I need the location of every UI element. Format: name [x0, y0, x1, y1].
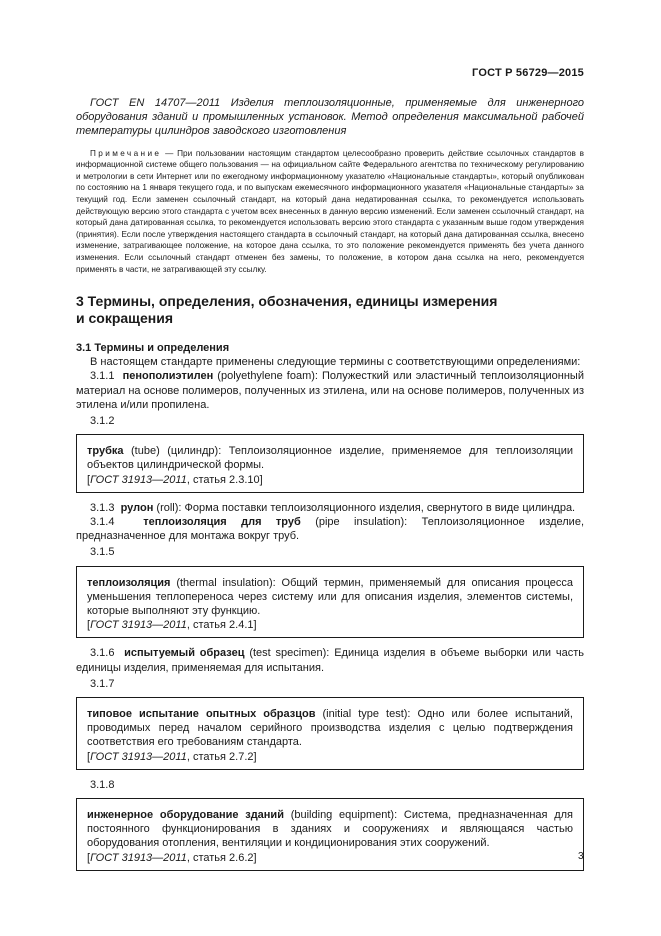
- term-number: 3.1.1: [90, 370, 115, 383]
- term-definition: Общий термин, применяемый для описания процесса уменьшения теплопереноса через систему или для описания изделия, элементов системы, которые выполняют эту функцию.: [87, 576, 573, 617]
- term-3-1-1: [76, 369, 584, 412]
- term-english: (building equipment):: [290, 809, 398, 822]
- source-article: , статья 2.6.2]: [186, 851, 257, 864]
- term-number: 3.1.6: [90, 647, 115, 660]
- term-name: трубка: [87, 445, 124, 458]
- section-3-title-line1: 3 Термины, определения, обозначения, единицы измерения: [76, 293, 498, 310]
- term-name: рулон: [120, 501, 154, 514]
- section-3-title-line2: и сокращения: [76, 310, 174, 327]
- term-3-1-2: [87, 444, 573, 472]
- term-number: 3.1.3: [90, 501, 115, 514]
- term-name: теплоизоляция: [87, 576, 171, 589]
- page-number: 3: [578, 851, 584, 862]
- section-3-title: [76, 293, 584, 327]
- term-number-3-1-7: 3.1.7: [90, 677, 115, 690]
- note-label: Примечание: [90, 148, 162, 158]
- term-number: 3.1.4: [90, 515, 115, 528]
- term-english: (thermal insulation):: [176, 576, 276, 589]
- source-open-bracket: [: [87, 750, 91, 763]
- term-definition: Форма поставки теплоизоляционного изделия, свернутого в виде цилиндра.: [184, 501, 576, 514]
- reference-title: Изделия теплоизоляционные, применяемые для инженерного оборудования зданий и промышленных установок. Метод определения максимальной рабочей температуры цилиндров заводского изготовления: [76, 97, 585, 138]
- term-3-1-4: [76, 515, 584, 543]
- term-english: (tube) (цилиндр):: [131, 445, 222, 458]
- term-definition: Одно или более испытаний, проводимых перед началом серийного производства изделия с целью подтверждения соответствия его требованиям стандарта.: [87, 708, 573, 749]
- term-english: (initial type test):: [322, 708, 411, 720]
- term-number-3-1-5: 3.1.5: [90, 546, 115, 559]
- term-source: [87, 618, 573, 632]
- term-english: (roll):: [156, 501, 182, 514]
- term-source: [87, 473, 573, 487]
- term-name: пенополиэтилен: [122, 370, 214, 383]
- source-article: , статья 2.3.10]: [186, 473, 263, 486]
- term-number-3-1-2: 3.1.2: [90, 414, 115, 427]
- note-text: — При пользовании настоящим стандартом целесообразно проверить действие ссылочных стандартов в информационной системе общего пользования — на официальном сайте Федерального агентства по техническому регулированию и метрологии в сети Интернет или по ежегодному информационному указателю «Национальные стандарты», который опубликован по состоянию на 1 января текущего года, и по выпускам ежемесячного информационного указателя «Национальные стандарты» за текущий год. Если заменен ссылочный стандарт, на который дана недатированная ссылка, то рекомендуется использовать действующую версию этого стандарта с учетом всех внесенных в данную версию изменений. Если заменен ссылочный стандарт, на который дана датированная ссылка, то рекомендуется использовать версию этого стандарта с указанным выше годом утверждения (принятия). Если после утверждения настоящего стандарта в ссылочный стандарт, на который дана датированная ссылка, внесено изменение, затрагивающее положение, на которое дана ссылка, то это положение рекомендуется применять без учета данного изменения. Если ссылочный стандарт отменен без замены, то положение, в котором дана ссылка на него, рекомендуется применять в части, не затрагивающей эту ссылку.: [76, 148, 584, 274]
- reference-note: [76, 148, 584, 276]
- term-3-1-7: [87, 707, 573, 750]
- source-article: , статья 2.4.1]: [186, 619, 257, 632]
- source-open-bracket: [: [87, 473, 91, 486]
- term-box-3-1-8: [76, 798, 584, 871]
- reference-code: ГОСТ EN 14707—2011: [90, 97, 221, 109]
- term-source: [87, 851, 573, 865]
- source-code: ГОСТ 31913—2011: [90, 473, 187, 486]
- term-definition: Единица изделия в объеме выборки или часть единицы изделия, применяемая для испытания.: [76, 647, 585, 674]
- term-definition: Полужесткий или эластичный теплоизоляционный материал на основе полимеров, полученных из этилена, или на основе полимеров, полученных из этилена и/или пропилена.: [76, 370, 584, 411]
- terms-intro: В настоящем стандарте применены следующие термины с соответствующими определениями:: [90, 356, 581, 369]
- term-box-3-1-5: [76, 566, 584, 639]
- term-source: [87, 750, 573, 764]
- source-open-bracket: [: [87, 619, 91, 632]
- term-english: (pipe insulation):: [315, 515, 408, 528]
- source-code: ГОСТ 31913—2011: [90, 851, 187, 864]
- term-3-1-6: [76, 646, 584, 674]
- source-open-bracket: [: [87, 851, 91, 864]
- term-definition: Теплоизоляционное изделие, применяемое для теплоизоляции объектов цилиндрической формы.: [87, 445, 573, 472]
- term-3-1-3: [76, 501, 584, 515]
- term-name: теплоизоляция для труб: [143, 515, 301, 528]
- term-name: типовое испытание опытных образцов: [87, 708, 316, 720]
- term-3-1-8: [87, 808, 573, 851]
- source-article: , статья 2.7.2]: [186, 750, 257, 763]
- subsection-3-1-title: 3.1 Термины и определения: [76, 342, 230, 355]
- term-3-1-5: [87, 576, 573, 619]
- page-content: [76, 96, 584, 879]
- term-number-3-1-8: 3.1.8: [90, 778, 115, 791]
- term-english: (polyethylene foam):: [217, 370, 318, 383]
- source-code: ГОСТ 31913—2011: [90, 619, 187, 632]
- term-definition: Система, предназначенная для постоянного функционирования в зданиях и сооружениях и являющаяся частью оборудования отопления, вентиляции и кондиционирования этих сооружений.: [87, 809, 573, 850]
- term-name: инженерное оборудование зданий: [87, 809, 284, 822]
- document-code-header: ГОСТ Р 56729—2015: [472, 67, 584, 79]
- normative-reference: [76, 96, 584, 139]
- term-definition: Теплоизоляционное изделие, предназначенное для монтажа вокруг труб.: [76, 515, 585, 543]
- source-code: ГОСТ 31913—2011: [90, 750, 187, 763]
- term-box-3-1-2: [76, 434, 584, 493]
- term-box-3-1-7: [76, 697, 584, 770]
- term-english: (test specimen):: [249, 647, 330, 660]
- term-name: испытуемый образец: [124, 647, 245, 660]
